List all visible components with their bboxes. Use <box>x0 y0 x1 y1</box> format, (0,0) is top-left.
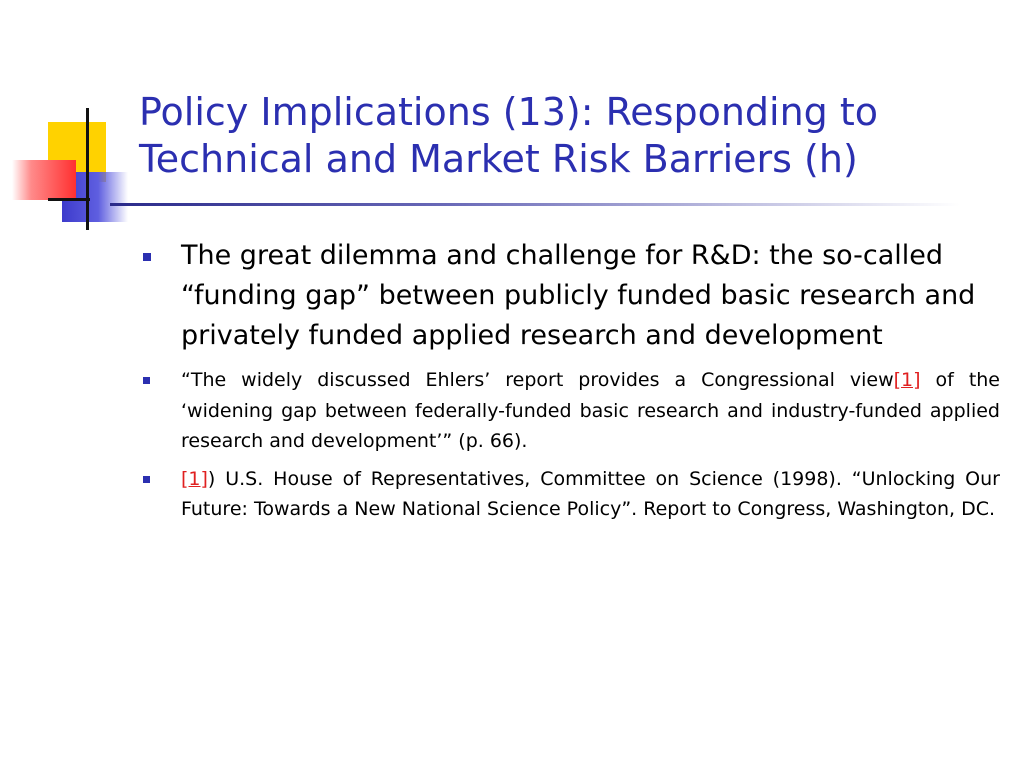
logo-vertical-line <box>86 108 89 230</box>
square-bullet-icon <box>143 476 150 483</box>
title-line-2: Technical and Market Risk Barriers (h) <box>139 137 858 181</box>
square-bullet-icon <box>143 253 151 261</box>
bullet-text: The great dilemma and challenge for R&D: the so-called “funding gap” between publicly funded basic research and privately funded applied research and development <box>181 240 976 351</box>
bullet-item-funding-gap <box>140 236 1000 356</box>
logo-horizontal-line <box>48 198 90 201</box>
bullet-text-after-ref: of the ‘widening gap between federally-funded basic research and industry-funded applied research and development’” (p. 66). <box>181 369 1000 452</box>
bullet-item-ehlers-quote <box>140 365 1000 457</box>
title-line-1: Policy Implications (13): Responding to <box>139 90 879 134</box>
slide-title <box>139 89 999 183</box>
bullet-item-footnote <box>140 464 1000 525</box>
footnote-text: ) U.S. House of Representatives, Committee on Science (1998). “Unlocking Our Future: Towards a New National Science Policy”. Report to Congress, Washington, DC. <box>181 467 1000 520</box>
bullet-list <box>140 236 1000 532</box>
square-bullet-icon <box>143 377 150 384</box>
logo-red-square <box>12 160 76 200</box>
footnote-reference-link[interactable]: [1] <box>893 369 921 391</box>
title-divider <box>110 203 960 206</box>
bullet-text-before-ref: “The widely discussed Ehlers’ report provides a Congressional view <box>181 369 894 391</box>
footnote-anchor-link[interactable]: [1] <box>181 467 208 490</box>
